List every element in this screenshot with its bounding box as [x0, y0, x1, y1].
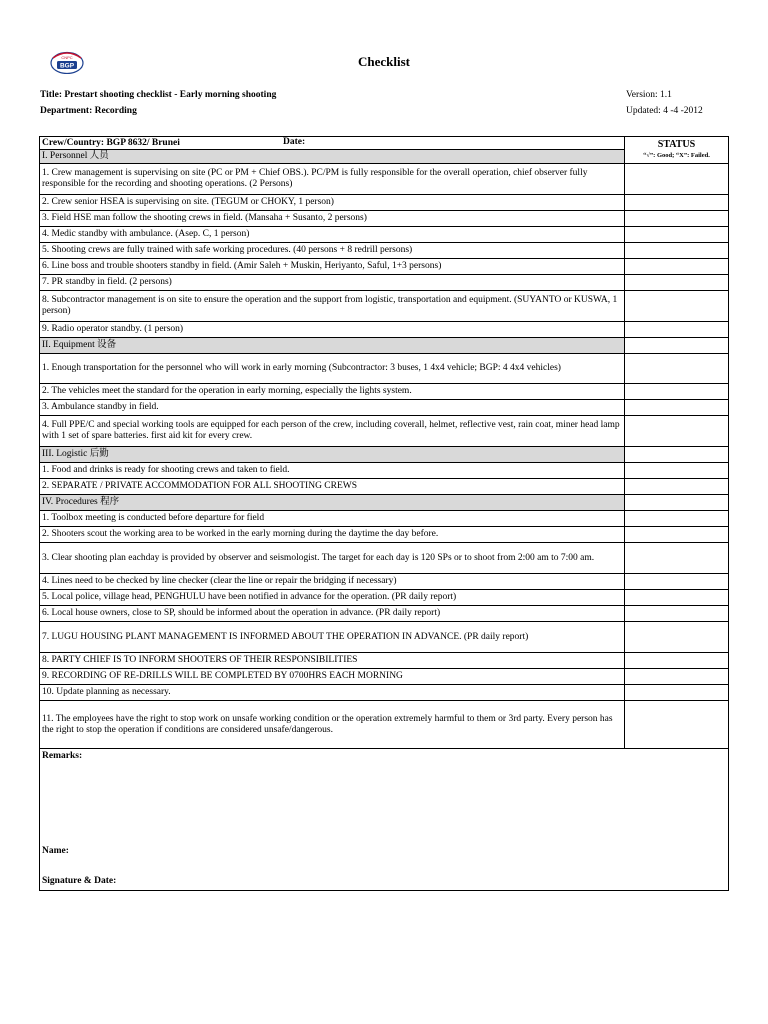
item-text: 6. Line boss and trouble shooters standby in field. (Amir Saleh + Muskin, Heriyanto, Saful, 1+3 persons) — [40, 259, 625, 275]
updated-date: Updated: 4 -4 -2012 — [626, 106, 703, 116]
status-cell[interactable] — [625, 590, 729, 606]
section-row — [40, 495, 729, 511]
item-text: 5. Local police, village head, PENGHULU have been notified in advance for the operation. (PR daily report) — [40, 590, 625, 606]
status-cell[interactable] — [625, 164, 729, 195]
status-cell[interactable] — [625, 574, 729, 590]
crew-country: Crew/Country: BGP 8632/ Brunei — [42, 137, 180, 148]
status-cell[interactable] — [625, 291, 729, 322]
item-text: 10. Update planning as necessary. — [40, 685, 625, 701]
date-label: Date: — [283, 137, 306, 147]
checklist-row — [40, 275, 729, 291]
item-text: 4. Lines need to be checked by line checker (clear the line or repair the bridging if necessary) — [40, 574, 625, 590]
logo-text-top: CNPC — [61, 55, 73, 60]
checklist-row — [40, 463, 729, 479]
checklist-row — [40, 195, 729, 211]
status-cell[interactable] — [625, 543, 729, 574]
checklist-row — [40, 354, 729, 384]
item-text: 8. Subcontractor management is on site to ensure the operation and the support from logistic, transportation and equipment. (SUYANTO or KUSWA, 1 person) — [40, 291, 625, 322]
status-cell[interactable] — [625, 354, 729, 384]
status-cell[interactable] — [625, 259, 729, 275]
item-text: 9. RECORDING OF RE-DRILLS WILL BE COMPLETED BY 0700HRS EACH MORNING — [40, 669, 625, 685]
item-text: 2. Crew senior HSEA is supervising on site. (TEGUM or CHOKY, 1 person) — [40, 195, 625, 211]
section-row — [40, 338, 729, 354]
checklist-row — [40, 669, 729, 685]
item-text: 4. Full PPE/C and special working tools are equipped for each person of the crew, including coverall, helmet, reflective vest, rain coat, miner head lamp with 1 set of spare batteries. first aid kit for every crew. — [40, 416, 625, 447]
checklist-row — [40, 701, 729, 749]
status-cell[interactable] — [625, 653, 729, 669]
checklist-row — [40, 590, 729, 606]
logo-text-main: BGP — [59, 62, 75, 70]
doc-title: Title: Prestart shooting checklist - Early morning shooting — [40, 90, 277, 100]
item-text: 1. Toolbox meeting is conducted before departure for field — [40, 511, 625, 527]
section-title: IV. Procedures 程序 — [40, 495, 625, 511]
item-text: 6. Local house owners, close to SP, should be informed about the operation in advance. (PR daily report) — [40, 606, 625, 622]
item-text: 3. Clear shooting plan eachday is provided by observer and seismologist. The target for each day is 120 SPs or to shoot from 2:00 am to 7:00 am. — [40, 543, 625, 574]
status-cell[interactable] — [625, 211, 729, 227]
section-title: III. Logistic 后勤 — [40, 447, 625, 463]
checklist-row — [40, 384, 729, 400]
status-cell[interactable] — [625, 243, 729, 259]
page-title: Checklist — [358, 54, 410, 69]
status-title: STATUS — [657, 139, 696, 150]
status-cell[interactable] — [625, 227, 729, 243]
checklist-row — [40, 322, 729, 338]
item-text: 11. The employees have the right to stop work on unsafe working condition or the operation extremely harmful to them or 3rd party. Every person has the right to stop the operation if conditions are considered unsafe/dangerous. — [40, 701, 625, 749]
item-text: 2. Shooters scout the working area to be worked in the early morning during the daytime the day before. — [40, 527, 625, 543]
department: Department: Recording — [40, 106, 137, 116]
checklist-row — [40, 400, 729, 416]
item-text: 7. PR standby in field. (2 persons) — [40, 275, 625, 291]
section-title: I. Personnel 人员 — [40, 150, 625, 164]
status-cell[interactable] — [625, 416, 729, 447]
status-cell[interactable] — [625, 195, 729, 211]
section-row — [40, 447, 729, 463]
checklist-row — [40, 291, 729, 322]
remarks-row — [40, 749, 729, 891]
checklist-row — [40, 543, 729, 574]
status-cell[interactable] — [625, 275, 729, 291]
status-cell[interactable] — [625, 669, 729, 685]
status-cell[interactable] — [625, 527, 729, 543]
status-legend: “√”: Good; “X”: Failed. — [643, 152, 710, 159]
checklist-row — [40, 243, 729, 259]
status-cell[interactable] — [625, 322, 729, 338]
checklist-row — [40, 211, 729, 227]
status-cell[interactable] — [625, 622, 729, 653]
status-cell[interactable] — [625, 338, 729, 354]
checklist-row — [40, 479, 729, 495]
item-text: 5. Shooting crews are fully trained with safe working procedures. (40 persons + 8 redrill persons) — [40, 243, 625, 259]
checklist-row — [40, 527, 729, 543]
section-title: II. Equipment 设备 — [40, 338, 625, 354]
checklist-table — [39, 136, 729, 891]
item-text: 1. Crew management is supervising on site (PC or PM + Chief OBS.). PC/PM is fully responsible for the overall operation, chief observer fully responsible for the recording and shooting operations. (2 Persons) — [40, 164, 625, 195]
status-cell[interactable] — [625, 447, 729, 463]
checklist-row — [40, 606, 729, 622]
checklist-row — [40, 653, 729, 669]
checklist-row — [40, 164, 729, 195]
status-cell[interactable] — [625, 606, 729, 622]
checklist-row — [40, 622, 729, 653]
status-cell[interactable] — [625, 463, 729, 479]
remarks-label: Remarks: — [42, 751, 83, 761]
item-text: 7. LUGU HOUSING PLANT MANAGEMENT IS INFORMED ABOUT THE OPERATION IN ADVANCE. (PR daily report) — [40, 622, 625, 653]
checklist-row — [40, 259, 729, 275]
version: Version: 1.1 — [626, 90, 672, 100]
item-text: 1. Enough transportation for the personnel who will work in early morning (Subcontractor: 3 buses, 1 4x4 vehicle; BGP: 4 4x4 vehicles) — [40, 354, 625, 384]
item-text: 2. The vehicles meet the standard for the operation in early morning, especially the lights system. — [40, 384, 625, 400]
status-header — [625, 137, 729, 164]
signature-label: Signature & Date: — [42, 876, 117, 886]
checklist-row — [40, 416, 729, 447]
item-text: 9. Radio operator standby. (1 person) — [40, 322, 625, 338]
status-cell[interactable] — [625, 685, 729, 701]
name-label: Name: — [42, 846, 69, 856]
status-cell[interactable] — [625, 495, 729, 511]
remarks-box[interactable] — [40, 749, 729, 891]
item-text: 3. Ambulance standby in field. — [40, 400, 625, 416]
checklist-row — [40, 574, 729, 590]
item-text: 8. PARTY CHIEF IS TO INFORM SHOOTERS OF THEIR RESPONSIBILITIES — [40, 653, 625, 669]
checklist-row — [40, 227, 729, 243]
status-cell[interactable] — [625, 384, 729, 400]
item-text: 2. SEPARATE / PRIVATE ACCOMMODATION FOR ALL SHOOTING CREWS — [40, 479, 625, 495]
status-cell[interactable] — [625, 479, 729, 495]
item-text: 4. Medic standby with ambulance. (Asep. C, 1 person) — [40, 227, 625, 243]
status-cell[interactable] — [625, 511, 729, 527]
item-text: 1. Food and drinks is ready for shooting crews and taken to field. — [40, 463, 625, 479]
item-text: 3. Field HSE man follow the shooting crews in field. (Mansaha + Susanto, 2 persons) — [40, 211, 625, 227]
checklist-row — [40, 685, 729, 701]
table-header-row — [40, 137, 729, 150]
checklist-row — [40, 511, 729, 527]
status-cell[interactable] — [625, 701, 729, 749]
status-cell[interactable] — [625, 400, 729, 416]
